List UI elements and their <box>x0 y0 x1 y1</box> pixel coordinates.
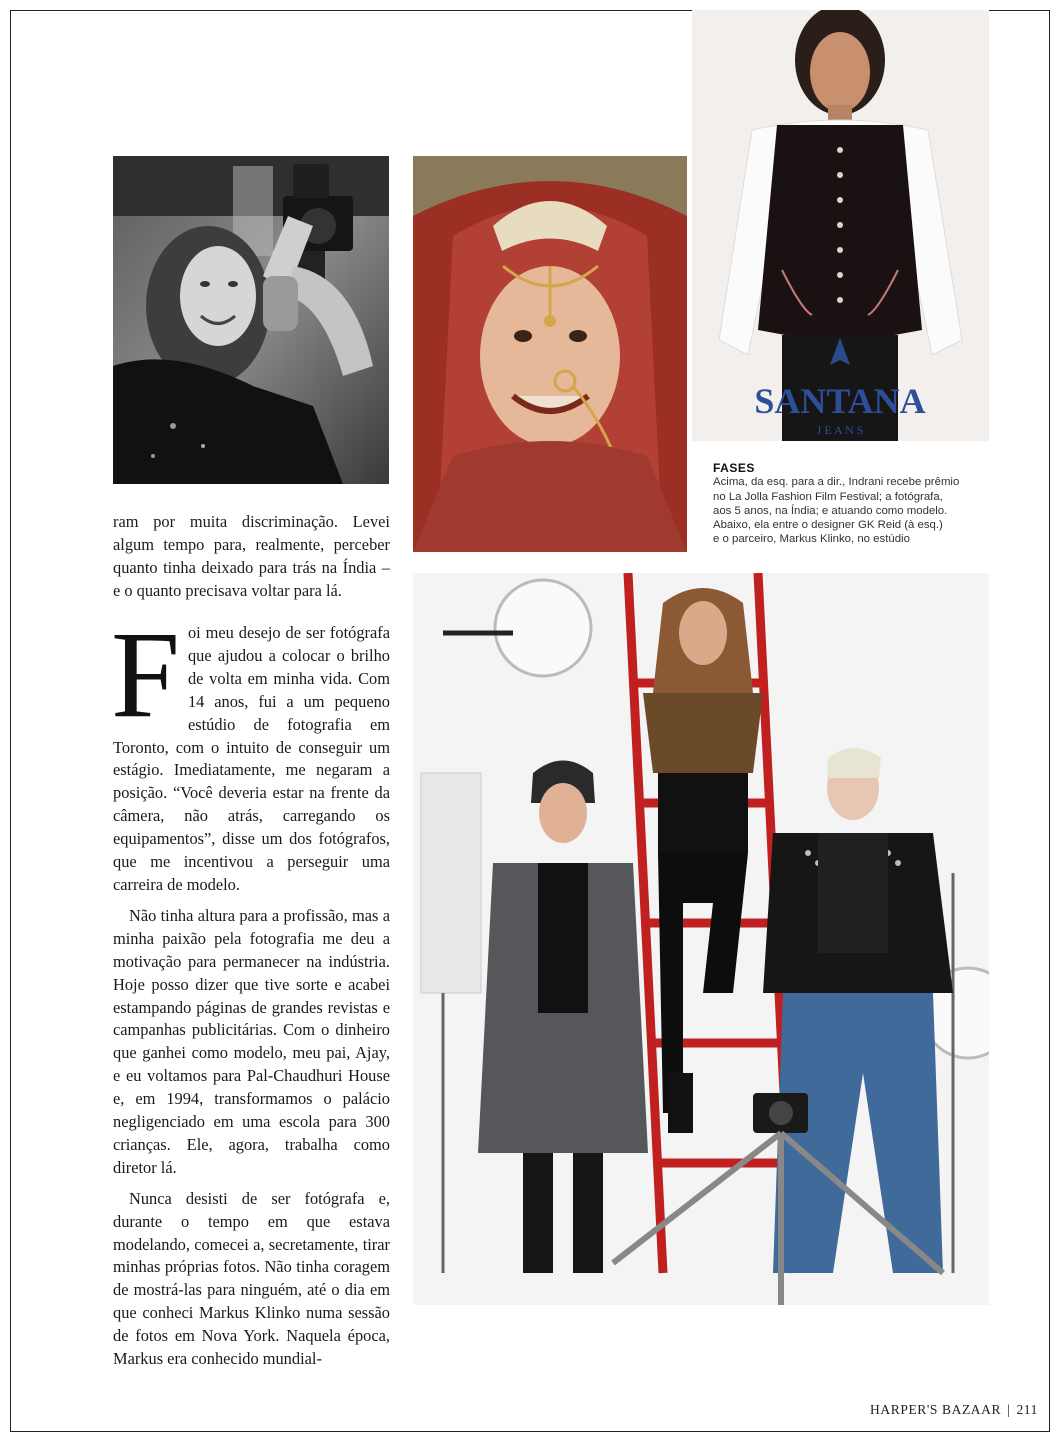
photo-caption <box>713 461 975 547</box>
photo-child-india <box>413 156 687 552</box>
caption-line: aos 5 anos, na Índia; e atuando como modelo. <box>713 504 948 517</box>
caption-line: no La Jolla Fashion Film Festival; a fotógrafa, <box>713 490 943 503</box>
body-paragraph: oi meu desejo de ser fotógrafa que ajudou a colocar o brilho de volta em minha vida. Com 14 anos, fui a um pequeno estúdio de fotografia em Toronto, com o intuito de conseguir um estágio. Imediatamente, me negaram a posição. “Você deveria estar na frente da câmera, não atrás, carregando os equipamentos”, disse um dos fotógrafos, que me incentivou a perseguir uma carreira de modelo. <box>113 623 390 894</box>
caption-line: Abaixo, ela entre o designer GK Reid (à esq.) <box>713 519 943 532</box>
body-paragraph: ram por muita discriminação. Levei algum tempo para, realmente, perceber quanto tinha deixado para trás na Índia – e o quanto precisava voltar para lá. <box>113 512 390 600</box>
photo-model-santana-ad <box>692 10 989 441</box>
caption-title: FASES <box>713 461 755 475</box>
body-paragraph: Nunca desisti de ser fotógrafa e, durante o tempo em que estava modelando, comecei a, secretamente, tirar minhas próprias fotos. Não tinha coragem de mostrá-las para ninguém, até o dia em que conheci Markus Klinko numa sessão de fotos em Nova York. Naquela época, Markus era conhecido mundial- <box>113 1188 390 1369</box>
caption-line: e o parceiro, Markus Klinko, no estúdio <box>713 533 910 546</box>
body-paragraph: Não tinha altura para a profissão, mas a minha paixão pela fotografia me deu a motivação para permanecer na indústria. Hoje posso dizer que tive sorte e acabei estampando páginas de grandes revistas e campanhas publicitárias. Com o dinheiro que ganhei como modelo, meu pai, Ajay, e eu voltamos para Pal-Chaudhuri House e, em 1994, transformamos o palácio negligenciado em uma escola para 300 crianças. Ele, agora, trabalha como diretor lá. <box>113 905 390 1177</box>
footer-separator: | <box>1007 1402 1011 1417</box>
page-footer <box>870 1402 1038 1418</box>
santana-logo-subtext: J E A N S <box>816 423 864 437</box>
drop-cap: F <box>111 606 180 743</box>
caption-line: Acima, da esq. para a dir., Indrani recebe prêmio <box>713 476 960 489</box>
page-number: 211 <box>1016 1402 1038 1417</box>
body-text-continued <box>113 511 390 615</box>
santana-logo-text: SANTANA <box>754 381 926 421</box>
body-text-main <box>111 606 390 1379</box>
magazine-name: HARPER'S BAZAAR <box>870 1402 1002 1417</box>
photo-studio-group <box>413 573 989 1305</box>
photo-festival-camera <box>113 156 389 484</box>
